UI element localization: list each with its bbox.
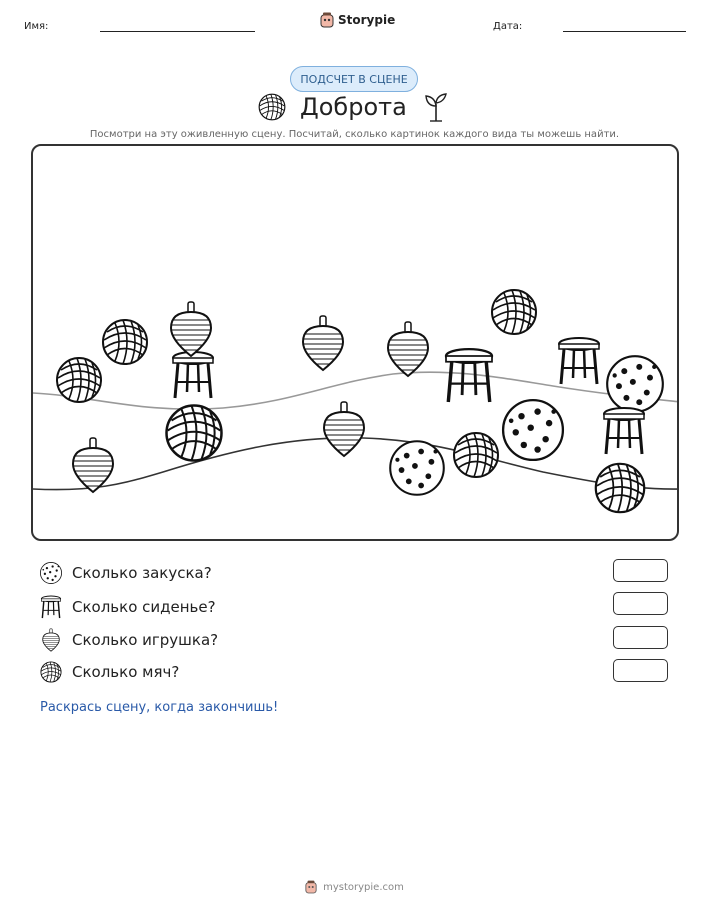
yarn-ball-icon [40,661,62,683]
question-text: Сколько игрушка? [72,631,219,649]
question-row-ball [40,661,179,683]
cookie[interactable] [607,356,663,412]
yarn-ball[interactable] [167,406,222,461]
color-instruction: Раскрась сцену, когда закончишь! [40,700,279,715]
brand-logo [320,12,395,28]
cookie[interactable] [503,400,563,460]
stool[interactable] [173,352,213,398]
yarn-ball[interactable] [596,464,644,512]
yarn-ball[interactable] [57,358,101,402]
stool[interactable] [559,338,599,384]
spinning-top[interactable] [303,316,343,370]
date-label: Дата: [493,21,523,32]
footer [0,880,709,894]
sprout-icon [424,92,448,122]
answer-box-seat[interactable] [613,592,668,615]
stool[interactable] [604,408,644,454]
yarn-ball-icon [258,93,286,121]
date-line[interactable] [563,31,686,32]
footer-url[interactable]: mystorypie.com [323,881,404,893]
question-row-seat [40,595,216,619]
instructions: Посмотри на эту оживленную сцену. Посчитай, сколько картинок каждого вида ты можешь найти. [89,129,620,140]
scene-illustration [33,146,679,541]
stool-icon [40,595,62,619]
cookie[interactable] [390,441,444,495]
answer-box-snack[interactable] [613,559,668,582]
activity-badge: ПОДСЧЕТ В СЦЕНЕ [290,66,418,92]
yarn-ball[interactable] [103,320,147,364]
yarn-ball[interactable] [454,433,498,477]
spinning-top[interactable] [73,438,113,492]
name-line[interactable] [100,31,255,32]
spinning-top[interactable] [324,402,364,456]
question-text: Сколько сиденье? [72,598,216,616]
question-row-snack [40,562,212,584]
spinning-top-icon [40,628,62,652]
question-row-toy [40,628,218,652]
spinning-top[interactable] [388,322,428,376]
storypie-mascot-icon [320,12,334,28]
question-text: Сколько закуска? [72,564,212,582]
yarn-ball[interactable] [492,290,536,334]
storypie-mascot-icon [305,880,317,894]
back-hill-line [33,372,679,409]
brand-name: Storypie [338,13,396,27]
counting-scene [31,144,679,541]
cookie-icon [40,562,62,584]
question-text: Сколько мяч? [72,663,180,681]
answer-box-ball[interactable] [613,659,668,682]
spinning-top[interactable] [171,302,211,356]
answer-box-toy[interactable] [613,626,668,649]
name-label: Имя: [24,21,49,32]
page-title: Доброта [300,93,407,121]
